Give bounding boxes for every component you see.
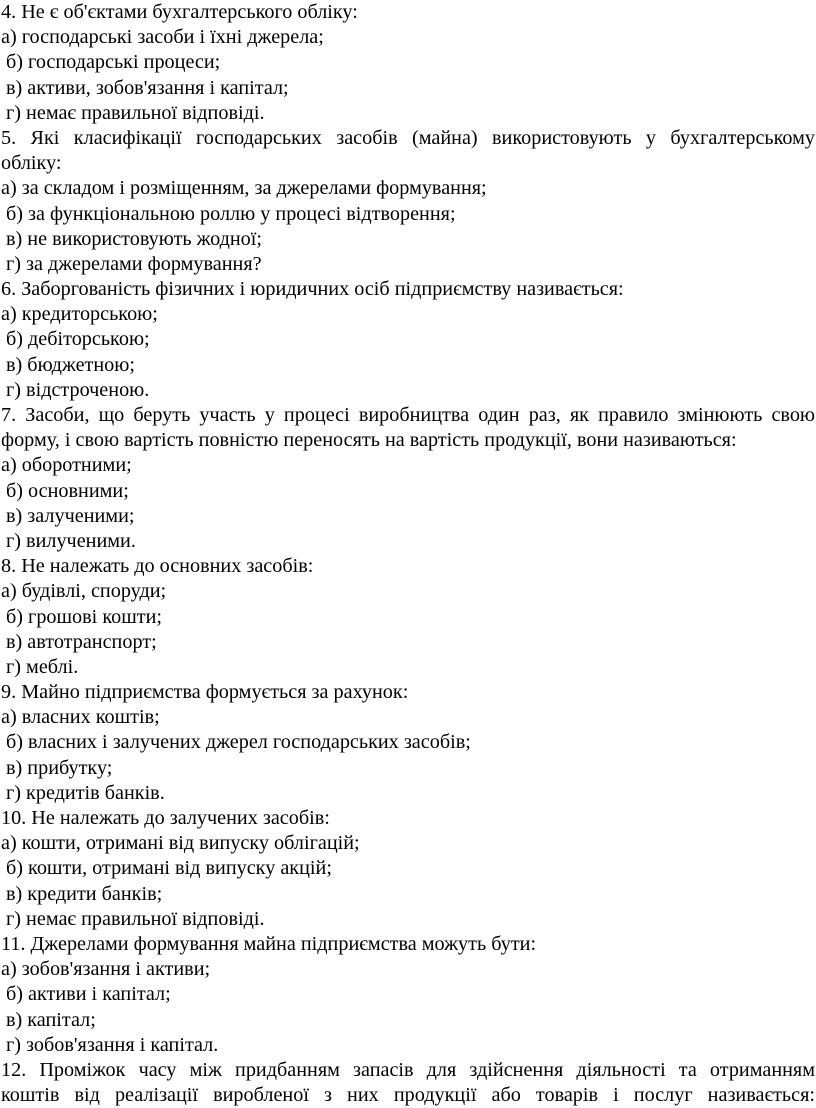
answer-option-d: г) вилученими. (6, 529, 136, 552)
document-page (1, 0, 815, 1108)
answer-option-d: г) кредитів банків. (6, 781, 165, 804)
question-10 (1, 806, 815, 932)
question-text: 10. Не належать до залучених засобів: (1, 807, 330, 829)
question-text: 12. Проміжок часу між придбанням запасів для здійснення діяльності та отриманням (1, 1058, 815, 1081)
answer-option-a: а) кредиторською; (1, 303, 158, 326)
answer-option-a: а) господарські засоби і їхні джерела; (1, 26, 324, 49)
answer-option-c: в) кредити банків; (6, 882, 163, 905)
answer-option-a: а) оборотними; (1, 454, 132, 477)
question-text: 8. Не належать до основних засобів: (1, 555, 314, 578)
question-6 (1, 277, 815, 403)
question-4 (1, 0, 815, 126)
question-7 (1, 403, 815, 554)
answer-option-c: в) автотранспорт; (6, 630, 157, 653)
answer-option-d: г) немає правильної відповіді. (6, 907, 265, 930)
answer-option-d: г) за джерелами формування? (6, 252, 262, 275)
answer-option-c: в) прибутку; (6, 756, 113, 779)
question-text: 9. Майно підприємства формується за рахунок: (1, 681, 409, 704)
answer-option-b: б) кошти, отримані від випуску акцій; (6, 857, 332, 880)
answer-option-a: а) кошти, отримані від випуску облігацій; (1, 832, 360, 855)
question-text-continued: обліку: (1, 152, 62, 175)
question-text-continued: коштів від реалізації виробленої з них продукції або товарів і послуг називається: (1, 1084, 815, 1107)
question-9 (1, 680, 815, 806)
question-text: 5. Які класифікації господарських засобів (майна) використовують у бухгалтерському (1, 126, 815, 149)
answer-option-b: б) за функціональною роллю у процесі відтворення; (6, 202, 456, 225)
question-text: 4. Не є об'єктами бухгалтерського обліку: (1, 1, 358, 23)
answer-option-a: а) власних коштів; (1, 706, 160, 729)
answer-option-c: в) залученими; (6, 504, 135, 527)
question-8 (1, 554, 815, 680)
answer-option-b: б) власних і залучених джерел господарських засобів; (6, 731, 471, 754)
answer-option-c: в) не використовують жодної; (6, 227, 262, 250)
question-text: 7. Засоби, що беруть участь у процесі виробництва один раз, як правило змінюють свою (1, 404, 815, 426)
answer-option-a: а) зобов'язання і активи; (1, 958, 211, 981)
answer-option-b: б) основними; (6, 479, 129, 502)
answer-option-d: г) немає правильної відповіді. (6, 101, 265, 124)
answer-option-b: б) активи і капітал; (6, 983, 171, 1006)
question-12 (1, 1058, 815, 1108)
answer-option-c: в) активи, зобов'язання і капітал; (6, 76, 289, 99)
question-text: 11. Джерелами формування майна підприємства можуть бути: (1, 932, 537, 955)
answer-option-a: а) за складом і розміщенням, за джерелами формування; (1, 177, 487, 200)
answer-option-a: а) будівлі, споруди; (1, 580, 167, 603)
question-5 (1, 126, 815, 277)
answer-option-b: б) дебіторською; (6, 328, 150, 351)
answer-option-d: г) відстроченою. (6, 378, 150, 401)
answer-option-b: б) господарські процеси; (6, 51, 221, 74)
question-text: 6. Заборгованість фізичних і юридичних осіб підприємству називається: (1, 278, 624, 301)
answer-option-b: б) грошові кошти; (6, 605, 162, 628)
question-11 (1, 932, 815, 1058)
answer-option-c: в) капітал; (6, 1008, 96, 1031)
question-text-continued: форму, і свою вартість повністю переносять на вартість продукції, вони називаються: (1, 429, 737, 452)
answer-option-c: в) бюджетною; (6, 353, 135, 376)
answer-option-d: г) зобов'язання і капітал. (6, 1033, 219, 1056)
answer-option-d: г) меблі. (6, 655, 79, 678)
